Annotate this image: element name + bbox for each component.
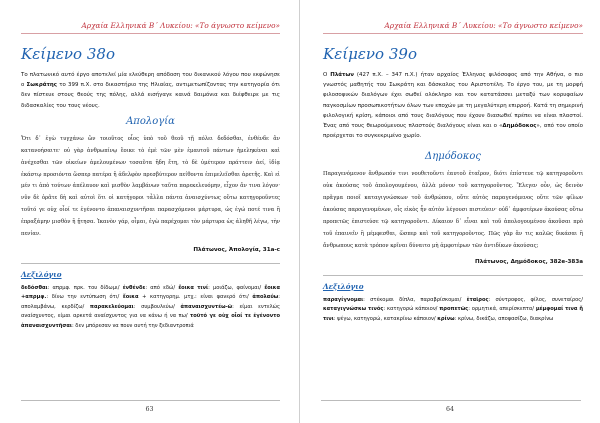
glossary-definition: : σύντροφος, φίλος, συνεταίρος/ xyxy=(488,296,584,303)
intro-paragraph: Το πλατωνικό αυτό έργο αποτελεί μία ελεύθερη απόδοση του δικανικού λόγου που εκφώνησε ο Σωκράτης το 399 π.Χ. στο δικαστήριο της Ηλιαίας, αντιμετωπίζοντας την κατηγορία ότι δεν πίστευε στους θεούς της πόλης, αλλά εισήγαγε καινά δαιμόνια και διέφθειρε με τις διδασκαλίες του τους νέους. xyxy=(21,72,280,109)
ancient-passage: Ὅτι δ᾽ ἐγὼ τυγχάνω ὢν τοιοῦτος οἷος ὑπὸ τοῦ θεοῦ τῇ πόλει δεδόσθαι, ἐνθένδε ἂν κατανοήσαιτε· οὐ γὰρ ἀνθρωπίνῳ ἔοικε τὸ ἐμὲ τῶν μὲν ἐμαυτοῦ πάντων ἠμεληκέναι καὶ ἀνέχεσθαι τῶν οἰκείων ἀμελουμένων τοσαῦτα ἤδη ἔτη, τὸ δὲ ὑμέτερον πράττειν ἀεί, ἰδίᾳ ἑκάστῳ προσιόντα ὥσπερ πατέρα ἢ ἀδελφὸν πρεσβύτερον πείθοντα ἐπιμελεῖσθαι ἀρετῆς. Καὶ εἰ μέν τι ἀπὸ τούτων ἀπέλαυον καὶ μισθὸν λαμβάνων ταῦτα παρεκελευόμην, εἶχον ἄν τινα λόγον· νῦν δὲ ὁρᾶτε δὴ καὶ αὐτοὶ ὅτι οἱ κατήγοροι τἆλλα πάντα ἀναισχύντως οὕτω κατηγοροῦντες τοῦτό γε οὐχ οἷοί τε ἐγένοντο ἀπαναισχυντῆσαι παρασχόμενοι μάρτυρα, ὡς ἐγώ ποτέ τινα ἢ ἐπραξάμην μισθὸν ἢ ᾔτησα. Ἱκανὸν γάρ, οἶμαι, ἐγὼ παρέχομαι τὸν μάρτυρα ὡς ἀληθῆ λέγω, τὴν πενίαν. xyxy=(21,135,280,238)
glossary xyxy=(21,284,280,332)
glossary-term: τοῦτό γε οὐχ οἷοί τε ἐγένοντο ἀπαναισχυντῆσαι xyxy=(21,313,280,329)
glossary-definition: : συμβουλεύω/ xyxy=(133,303,181,310)
glossary-heading: Λεξιλόγιο xyxy=(21,269,62,279)
page-number: 64 xyxy=(445,406,454,413)
glossary-definition: : απρμφ. πρκ. του δίδωμι/ xyxy=(47,284,123,291)
right-page xyxy=(300,0,600,423)
glossary-term: ἔοικα τινί xyxy=(178,284,209,291)
glossary-definition: : δίνω την εντύπωση ότι/ xyxy=(46,294,123,301)
section-heading: Απολογία xyxy=(126,115,175,127)
divider xyxy=(21,263,280,264)
glossary-term: παρακελεύομαι xyxy=(89,303,134,310)
glossary-term: παραγίγνομαι xyxy=(323,296,364,303)
intro-paragraph: Ο Πλάτων (427 π.Χ. – 347 π.Χ.) ήταν αρχαίος Έλληνας φιλόσοφος από την Αθήνα, ο πιο γνωστός μαθητής του Σωκράτη και δάσκαλος του Αριστοτέλη. Το έργο του, με τη μορφή φιλοσοφικών διαλόγων έχει σωθεί ολόκληρο και τον κατατάσσει μεταξύ των κορυφαίων παγκοσμίων προσωπικοτήτων όλων των εποχών με τη μεγαλύτερη επιρροή. Κατά τη σημερινή φιλολογική κρίση, κάποιοι από τους διαλόγους που έχουν διασωθεί πρέπει να είναι πλαστοί. Ένας από τους θεωρούμενους πλαστούς διαλόγους είναι και ο «Δημόδοκος», από τον οποίο προέρχεται το συγκεκριμένο χωρίο. xyxy=(323,72,583,140)
citation: Πλάτωνος, Δημόδοκος, 382e-383a xyxy=(475,258,583,265)
ancient-passage: Παραγενόμενον ἄνθρωπόν τινι νουθετοῦντι ἑαυτοῦ ἑταῖρον, διότι ἐπίστευε τῷ κατηγοροῦντι οὐκ ἀκούσας τοῦ ἀπολογουμένου, ἀλλὰ μόνον τοῦ κατηγοροῦντος. Ἔλεγεν οὖν, ὡς δεινὸν πρᾶγμα ποιοῖ καταγιγνώσκων τοῦ ἀνθρώπου, οὔτε αὐτὸς παραγενόμενος οὔτε τῶν φίλων ἀκούσας παραγενομένων, οἷς εἰκὸς ἦν αὐτὸν λέγουσι πιστεύειν· οὐδ᾽ ἀμφοτέρων ἀκούσας οὕτω προπετῶς ἐπιστεύσε τῷ κατηγοροῦντι. Δίκαιον δ᾽ εἶναι καὶ τοῦ ἀπολογουμένου ἀκοῦσαι πρὸ τοῦ ἐπαινεῖν ἢ μέμφεσθαι, ὥσπερ καὶ τοῦ κατηγοροῦντος. Πῶς γὰρ ἄν τις καλῶς δικάσαι ἢ ἄνθρωπους κατὰ τρόπον κρῖναι δύναιτο μὴ ἀμφοτέρων τῶν ἀντιδίκων ἀκούσας; xyxy=(323,171,583,249)
glossary-term: καταγιγνώσκω τινός xyxy=(323,306,384,313)
glossary-term: προπετῶς xyxy=(439,306,469,313)
glossary-definition: : κατηγορώ κάποιον/ xyxy=(383,306,440,313)
glossary-term: ἔοικα +απρμφ. xyxy=(21,284,280,301)
glossary-definition: : στέκομαι δίπλα, παραβρίσκομαι/ xyxy=(363,296,467,303)
glossary-term: ἀπαναισχυντέω-ῶ xyxy=(180,303,233,310)
header-rule xyxy=(323,33,583,34)
glossary-term: ἀπολαύω xyxy=(252,294,279,301)
glossary-term: ἐνθένδε xyxy=(122,284,146,291)
footer-rule xyxy=(21,400,280,401)
glossary-definition: : ορμητικά, απερίσκεπτα/ xyxy=(468,306,536,313)
intro-bold-name: Σωκράτης xyxy=(26,82,58,89)
glossary-term: κρίνω xyxy=(437,315,455,322)
glossary xyxy=(323,296,583,325)
intro-bold-title: Δημόδοκος xyxy=(502,123,537,130)
text-title: Κείμενο 39ο xyxy=(323,45,417,63)
glossary-term: ἑταῖρος xyxy=(466,296,489,303)
page-number: 63 xyxy=(145,406,154,413)
footer-rule xyxy=(321,400,581,401)
glossary-definition: : από εδώ/ xyxy=(145,284,179,291)
section-heading: Δημόδοκος xyxy=(425,151,481,163)
glossary-term: ἔοικα xyxy=(122,294,139,301)
glossary-definition: : ψέγω, κατηγορώ, κατακρίνω κάποιον/ xyxy=(333,315,438,322)
glossary-definition: : κρίνω, δικάζω, αποφασίζω, διακρίνω xyxy=(454,315,554,322)
glossary-definition: : μοιάζω, φαίνομαι/ xyxy=(208,284,265,291)
text-title: Κείμενο 38ο xyxy=(21,45,115,63)
running-head: Αρχαία Ελληνικά Β΄ Λυκείου: «Το άγνωστο κείμενο» xyxy=(81,21,280,30)
glossary-definition: + κατηγορημ. μτχ.: είναι φανερό ότι/ xyxy=(138,294,253,301)
header-rule xyxy=(21,33,280,34)
running-head: Αρχαία Ελληνικά Β΄ Λυκείου: «Το άγνωστο κείμενο» xyxy=(384,21,583,30)
glossary-definition: : απολαμβάνω, κερδίζω/ xyxy=(21,294,280,310)
intro-bold-name: Πλάτων xyxy=(330,72,354,78)
citation: Πλάτωνος, Ἀπολογία, 31a-c xyxy=(193,246,280,253)
divider xyxy=(323,275,583,276)
glossary-definition: : δεν μπόρεσαν να πουν αυτή την ξεδιαντροπιά xyxy=(71,322,194,329)
glossary-definition: : είμαι εντελώς αναίσχυντος, είμαι αρκετά αναίσχυντος για να κάνω ή να πω/ xyxy=(21,303,280,320)
glossary-term: δεδόσθαι xyxy=(21,284,48,291)
glossary-term: μέμφομαί τινα ἤ τινι xyxy=(323,306,584,322)
glossary-heading: Λεξιλόγιο xyxy=(323,281,364,291)
